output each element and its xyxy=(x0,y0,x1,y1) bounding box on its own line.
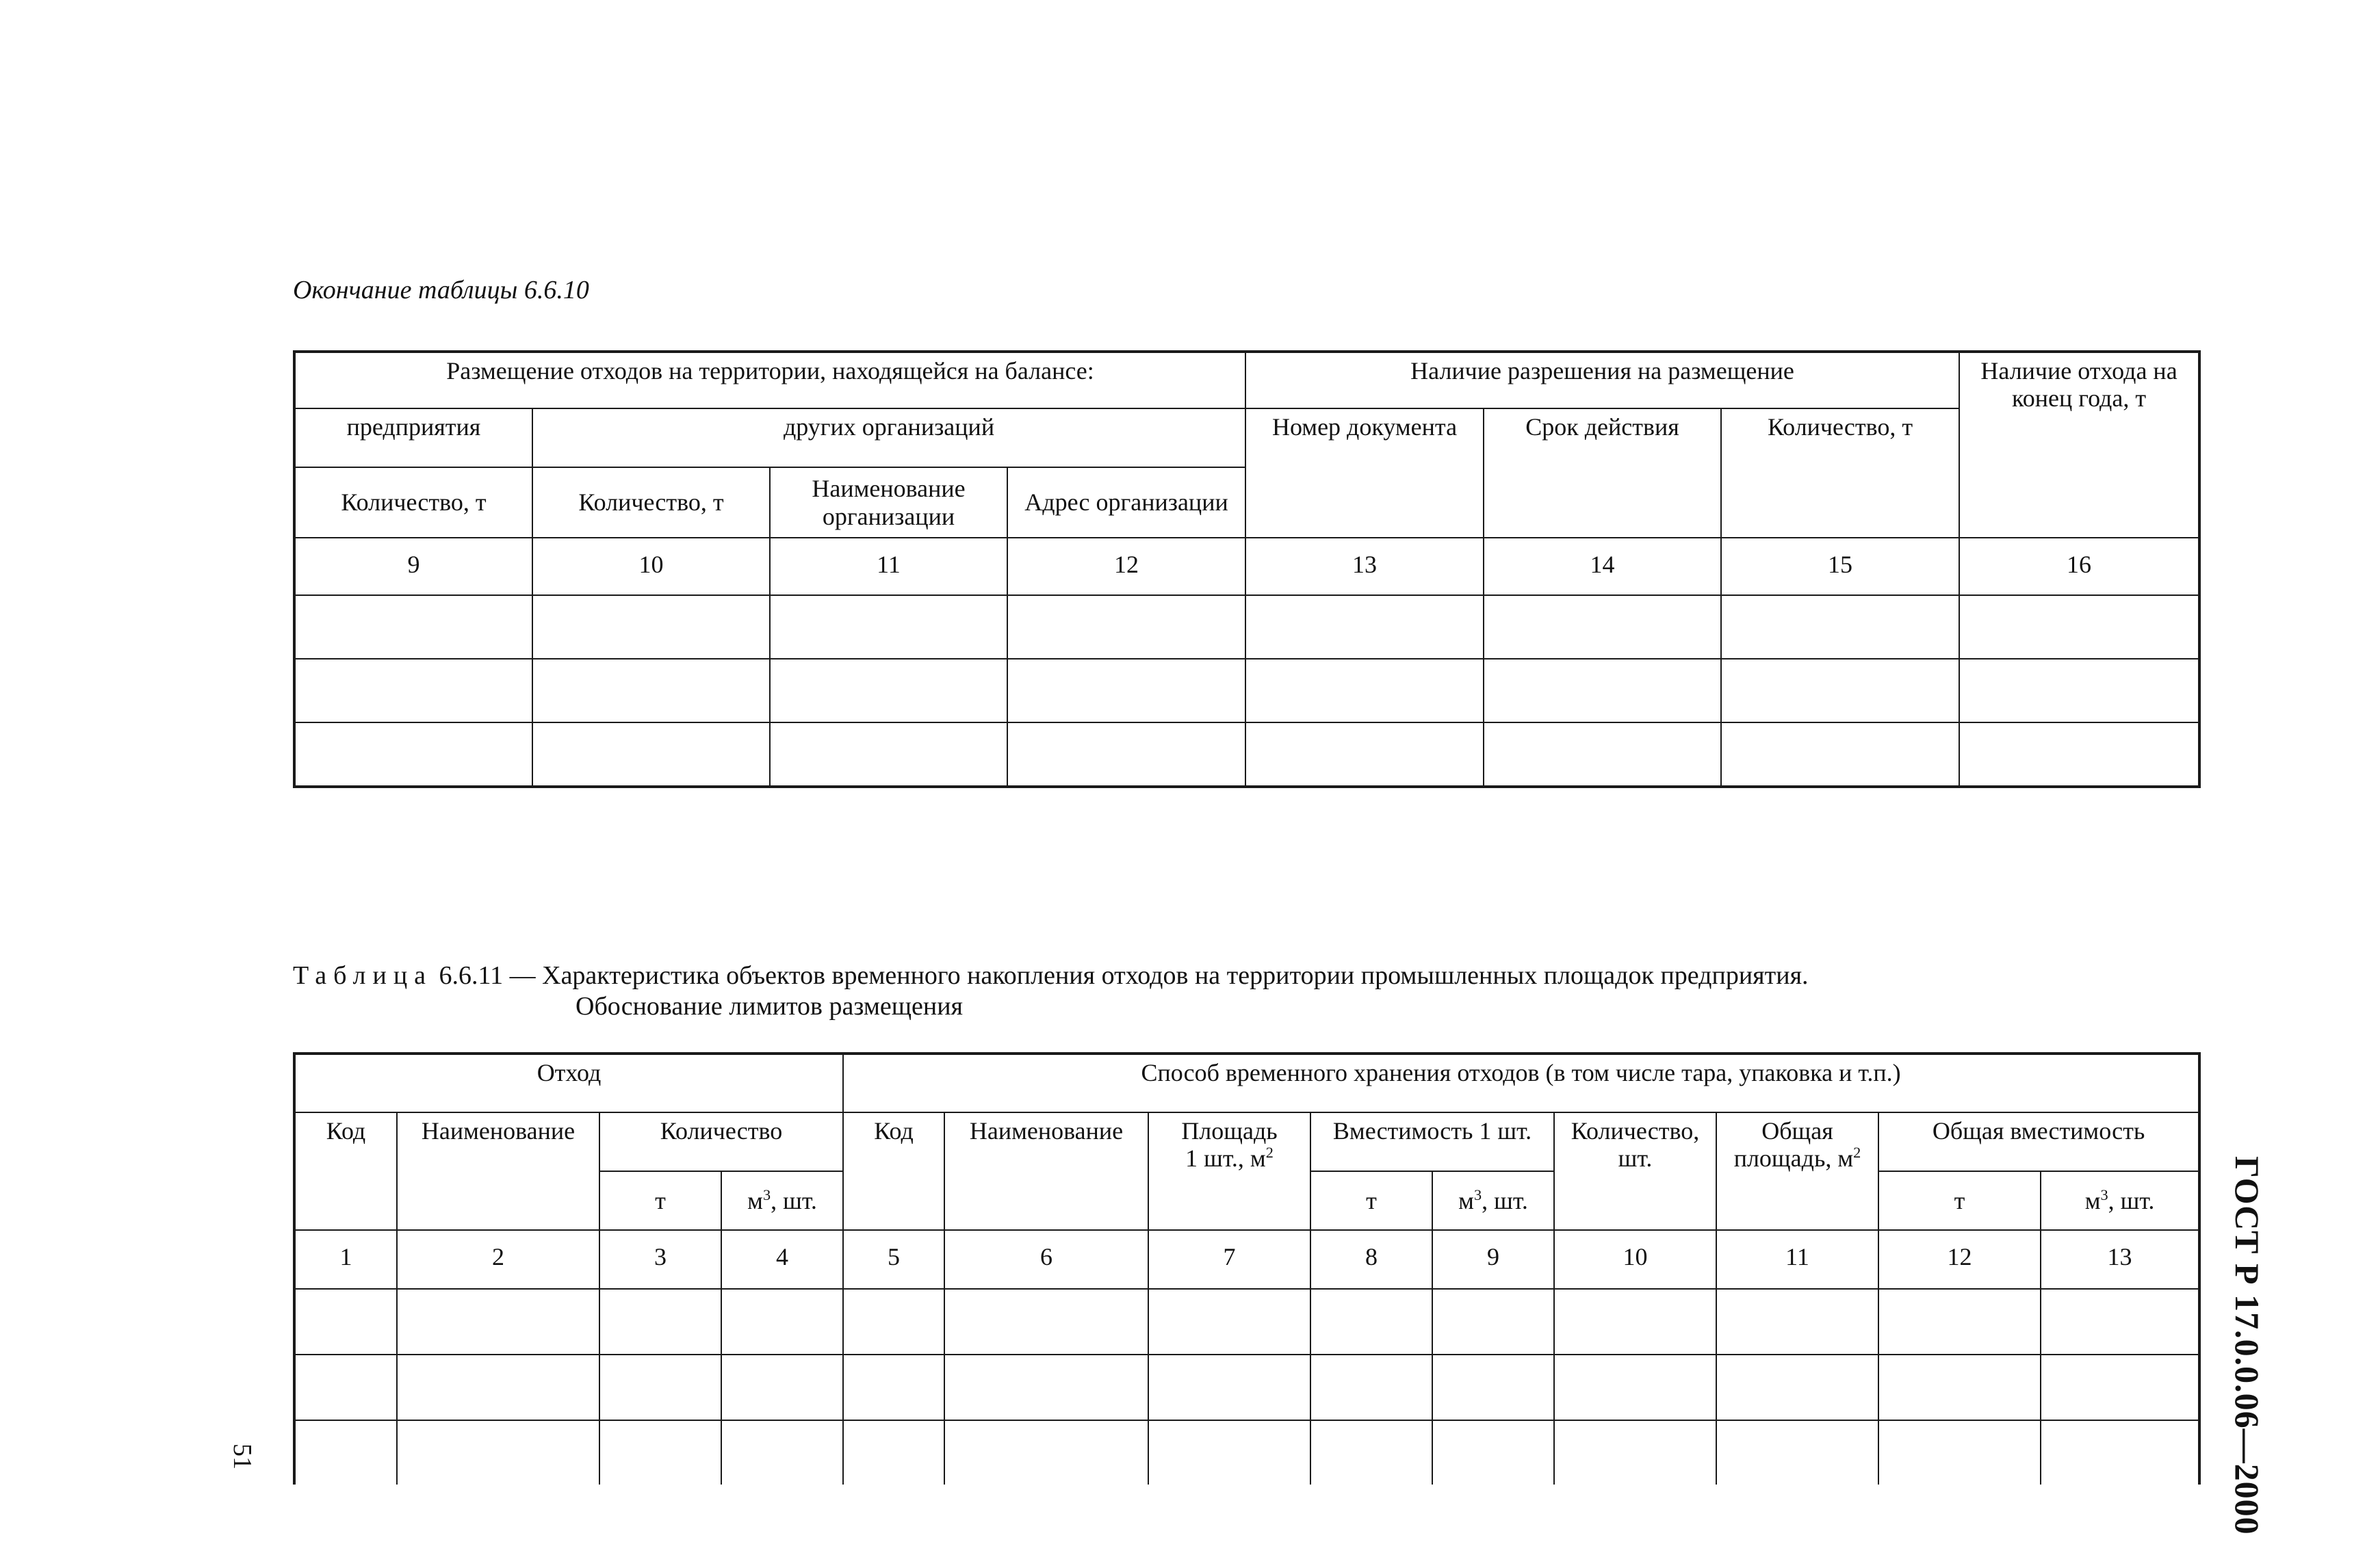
empty-cell xyxy=(1721,722,1959,787)
header-count: Количество, шт. xyxy=(1554,1112,1716,1230)
column-number: 10 xyxy=(532,538,770,595)
empty-cell xyxy=(770,722,1007,787)
empty-cell xyxy=(770,659,1007,722)
total-area-label: Общая площадь, м xyxy=(1733,1117,1854,1173)
header-placement-on-balance: Размещение отходов на территории, находящейся на балансе: xyxy=(294,352,1245,408)
empty-cell xyxy=(1245,595,1484,659)
empty-cell xyxy=(294,1355,397,1420)
table-caption-line2: Обоснование лимитов размещения xyxy=(576,991,964,1021)
empty-cell xyxy=(294,722,532,787)
empty-cell xyxy=(1554,1420,1716,1485)
empty-cell xyxy=(1554,1289,1716,1355)
header-organization-address: Адрес организации xyxy=(1007,467,1245,538)
empty-cell xyxy=(944,1289,1148,1355)
header-validity-period: Срок действия xyxy=(1484,408,1721,538)
header-quantity-t: т xyxy=(599,1171,721,1230)
empty-cell xyxy=(2041,1355,2199,1420)
header-enterprise-quantity: Количество, т xyxy=(294,467,532,538)
column-number: 11 xyxy=(1716,1230,1878,1289)
header-waste-quantity: Количество xyxy=(599,1112,843,1171)
empty-cell xyxy=(1716,1420,1878,1485)
empty-cell xyxy=(599,1355,721,1420)
column-number: 13 xyxy=(2041,1230,2199,1289)
table-row xyxy=(294,722,2199,787)
empty-cell xyxy=(1484,659,1721,722)
header-other-quantity: Количество, т xyxy=(532,467,770,538)
empty-cell xyxy=(1007,722,1245,787)
empty-cell xyxy=(1554,1355,1716,1420)
column-number: 1 xyxy=(294,1230,397,1289)
empty-cell xyxy=(294,1289,397,1355)
column-number: 9 xyxy=(294,538,532,595)
empty-cell xyxy=(1721,595,1959,659)
table-6-6-11 xyxy=(293,1052,2201,1485)
empty-cell xyxy=(1721,659,1959,722)
empty-cell xyxy=(397,1289,599,1355)
table-row xyxy=(294,1289,2199,1355)
header-container-name: Наименование xyxy=(944,1112,1148,1230)
empty-cell xyxy=(1148,1420,1310,1485)
unit-pieces: шт. xyxy=(1494,1186,1528,1214)
empty-cell xyxy=(294,1420,397,1485)
table-caption-label: Таблица xyxy=(293,961,433,990)
column-number: 10 xyxy=(1554,1230,1716,1289)
empty-cell xyxy=(294,659,532,722)
header-capacity-m3: $м^3$, шт. xyxy=(1432,1171,1554,1230)
column-number: 5 xyxy=(843,1230,944,1289)
empty-cell xyxy=(1148,1355,1310,1420)
unit-pieces: шт. xyxy=(2120,1186,2155,1214)
empty-cell xyxy=(1484,595,1721,659)
header-permit-availability: Наличие разрешения на размещение xyxy=(1245,352,1959,408)
table-row xyxy=(294,1355,2199,1420)
column-number: 16 xyxy=(1959,538,2199,595)
empty-cell xyxy=(1432,1289,1554,1355)
empty-cell xyxy=(1007,659,1245,722)
empty-cell xyxy=(532,659,770,722)
header-total-capacity-t: т xyxy=(1878,1171,2041,1230)
empty-cell xyxy=(397,1420,599,1485)
empty-cell xyxy=(599,1420,721,1485)
table-row xyxy=(294,1420,2199,1485)
empty-cell xyxy=(2041,1420,2199,1485)
table-6-6-10 xyxy=(293,350,2201,788)
continuation-caption: Окончание таблицы 6.6.10 xyxy=(293,276,589,304)
empty-cell xyxy=(532,722,770,787)
column-number: 12 xyxy=(1878,1230,2041,1289)
empty-cell xyxy=(2041,1289,2199,1355)
empty-cell xyxy=(1878,1289,2041,1355)
column-number: 2 xyxy=(397,1230,599,1289)
header-capacity-t: т xyxy=(1310,1171,1432,1230)
header-end-of-year-waste: Наличие отхода на конец года, т xyxy=(1959,352,2199,538)
header-total-capacity-m3: $м^3$, шт. xyxy=(2041,1171,2199,1230)
empty-cell xyxy=(1148,1289,1310,1355)
document-code: ГОСТ Р 17.0.0.06—2000 xyxy=(2228,1156,2266,1535)
header-permit-quantity: Количество, т xyxy=(1721,408,1959,538)
column-number: 12 xyxy=(1007,538,1245,595)
unit-pieces: шт. xyxy=(783,1186,817,1214)
column-number: 11 xyxy=(770,538,1007,595)
empty-cell xyxy=(599,1289,721,1355)
empty-cell xyxy=(1959,659,2199,722)
column-number: 7 xyxy=(1148,1230,1310,1289)
empty-cell xyxy=(532,595,770,659)
header-total-area: Общая площадь, $м^2$ xyxy=(1716,1112,1878,1230)
table-row xyxy=(294,659,2199,722)
header-enterprise: предприятия xyxy=(294,408,532,467)
empty-cell xyxy=(843,1355,944,1420)
empty-cell xyxy=(1959,722,2199,787)
empty-cell xyxy=(1878,1355,2041,1420)
column-number: 3 xyxy=(599,1230,721,1289)
header-storage-method: Способ временного хранения отходов (в том числе тара, упаковка и т.п.) xyxy=(843,1054,2199,1112)
empty-cell xyxy=(1959,595,2199,659)
empty-cell xyxy=(721,1289,843,1355)
table-caption-line1: 6.6.11 — Характеристика объектов временного накопления отходов на территории промышленных площадок предприятия. xyxy=(439,961,1809,990)
empty-cell xyxy=(721,1355,843,1420)
table-row xyxy=(294,595,2199,659)
column-number: 13 xyxy=(1245,538,1484,595)
header-container-code: Код xyxy=(843,1112,944,1230)
column-number: 8 xyxy=(1310,1230,1432,1289)
empty-cell xyxy=(1310,1289,1432,1355)
header-total-capacity: Общая вместимость xyxy=(1878,1112,2199,1171)
empty-cell xyxy=(944,1355,1148,1420)
empty-cell xyxy=(1716,1289,1878,1355)
empty-cell xyxy=(944,1420,1148,1485)
column-number: 6 xyxy=(944,1230,1148,1289)
empty-cell xyxy=(397,1355,599,1420)
empty-cell xyxy=(1310,1355,1432,1420)
header-waste-code: Код xyxy=(294,1112,397,1230)
header-document-number: Номер документа xyxy=(1245,408,1484,538)
empty-cell xyxy=(1432,1420,1554,1485)
empty-cell xyxy=(1484,722,1721,787)
column-number: 9 xyxy=(1432,1230,1554,1289)
empty-cell xyxy=(1245,722,1484,787)
empty-cell xyxy=(1878,1420,2041,1485)
header-waste-name: Наименование xyxy=(397,1112,599,1230)
unit-area-line1: Площадь xyxy=(1181,1117,1278,1145)
header-quantity-m3: $м^3$, шт. xyxy=(721,1171,843,1230)
table-6-6-11-caption xyxy=(293,961,1809,1022)
header-unit-capacity: Вместимость 1 шт. xyxy=(1310,1112,1554,1171)
page-number: 51 xyxy=(228,1443,257,1469)
empty-cell xyxy=(1310,1420,1432,1485)
empty-cell xyxy=(843,1289,944,1355)
empty-cell xyxy=(843,1420,944,1485)
column-number: 15 xyxy=(1721,538,1959,595)
empty-cell xyxy=(1245,659,1484,722)
empty-cell xyxy=(1716,1355,1878,1420)
header-other-organizations: других организаций xyxy=(532,408,1245,467)
header-organization-name: Наименование организации xyxy=(770,467,1007,538)
empty-cell xyxy=(770,595,1007,659)
unit-area-line2: 1 шт., м xyxy=(1185,1145,1266,1173)
empty-cell xyxy=(294,595,532,659)
header-unit-area: Площадь 1 шт., $м^2$ xyxy=(1148,1112,1310,1230)
header-waste: Отход xyxy=(294,1054,843,1112)
empty-cell xyxy=(1432,1355,1554,1420)
column-number: 14 xyxy=(1484,538,1721,595)
column-number: 4 xyxy=(721,1230,843,1289)
empty-cell xyxy=(1007,595,1245,659)
empty-cell xyxy=(721,1420,843,1485)
